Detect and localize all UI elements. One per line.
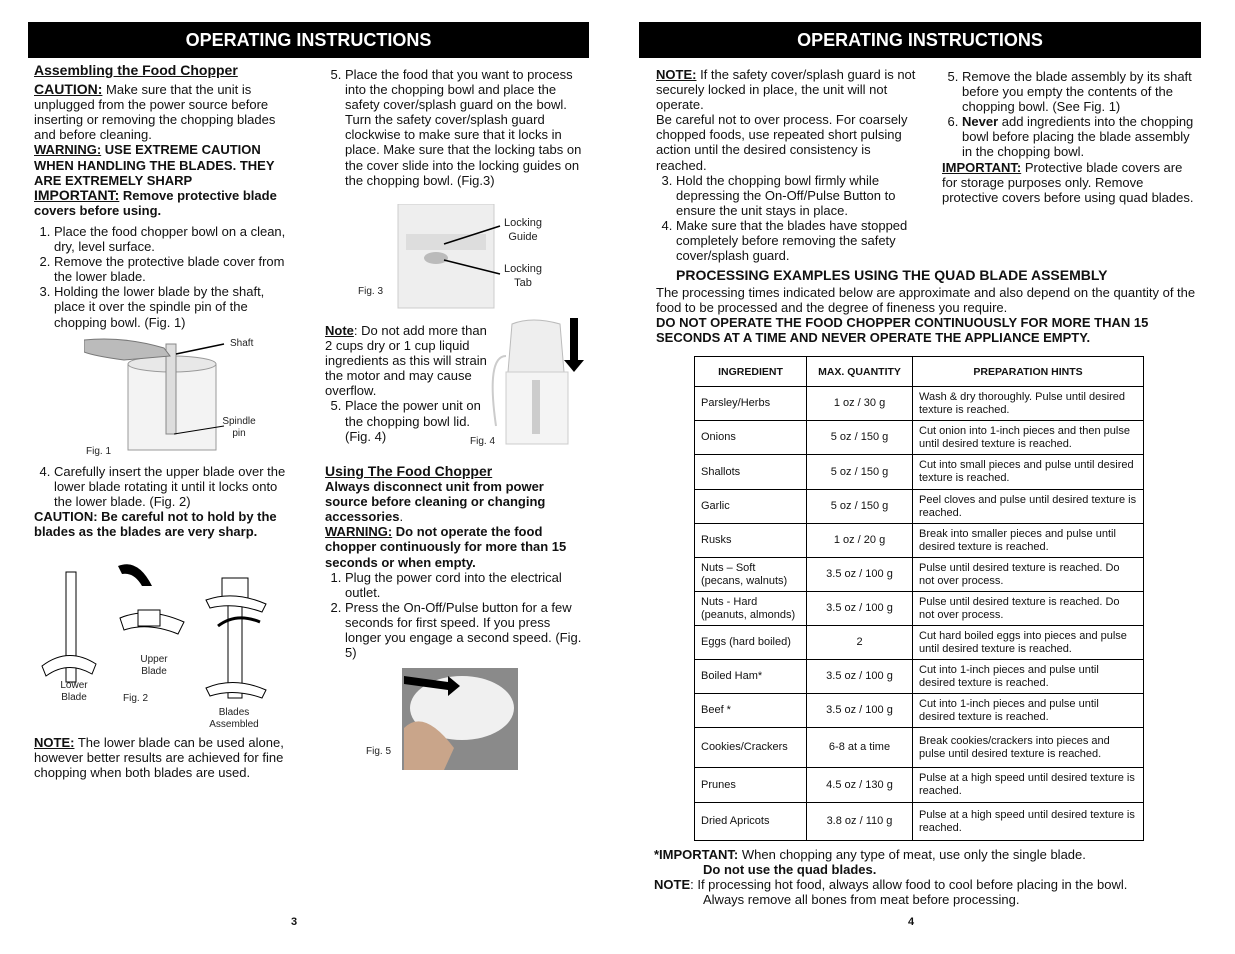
ingredient-cell: Parsley/Herbs — [695, 387, 807, 421]
lower-blade-label: Lower Blade — [60, 680, 88, 703]
hint-cell: Cut onion into 1-inch pieces and then pulse until desired texture is reached. — [913, 421, 1144, 455]
table-row — [695, 660, 1144, 694]
processing-title: PROCESSING EXAMPLES USING THE QUAD BLADE ASSEMBLY — [676, 267, 1108, 283]
quantity-cell: 6-8 at a time — [807, 728, 913, 768]
ingredient-cell: Nuts – Soft (pecans, walnuts) — [695, 558, 807, 592]
table-row — [695, 592, 1144, 626]
quantity-cell: 5 oz / 150 g — [807, 490, 913, 524]
ingredient-cell: Eggs (hard boiled) — [695, 626, 807, 660]
quantity-cell: 2 — [807, 626, 913, 660]
hint-cell: Pulse at a high speed until desired texture is reached. — [913, 768, 1144, 803]
locking-tab-label: Locking Tab — [504, 263, 542, 289]
ingredient-cell: Onions — [695, 421, 807, 455]
note-paragraph: Note: Do not add more than 2 cups dry or 1 cup liquid ingredients as this will strain the motor and may cause overflow. 5. Place the power unit on the chopping bowl lid. (Fig. 4) — [325, 323, 497, 444]
ingredient-cell: Cookies/Crackers — [695, 728, 807, 768]
hint-cell: Cut into 1-inch pieces and pulse until desired texture is reached. — [913, 694, 1144, 728]
figure-5 — [364, 668, 518, 770]
caution-paragraph: CAUTION: Be careful not to hold by the blades as the blades are very sharp. — [34, 509, 277, 540]
using-section: Using The Food Chopper Always disconnect unit from power source before cleaning or changing accessories. WARNING: Do not operate the food chopper continuously for more than 15 seconds or when empty. 1. Plug the power cord into the electrical outlet. 2. Press the On-Off/Pulse button for a few seconds for first speed. If you press longer you engage a second speed. (Fig. 5) — [325, 464, 587, 660]
list-item: 3. Holding the lower blade by the shaft, place it over the spindle pin of the chopping bowl. (Fig. 1) — [54, 284, 292, 329]
blades-illustration — [38, 556, 278, 732]
hint-cell: Peel cloves and pulse until desired texture is reached. — [913, 490, 1144, 524]
warning-paragraph: WARNING: Do not operate the food chopper continuously for more than 15 seconds or when empty. — [325, 524, 567, 570]
chopper-bowl-illustration — [84, 334, 274, 460]
page-header-right: OPERATING INSTRUCTIONS — [639, 22, 1201, 58]
using-steps — [325, 570, 587, 661]
quantity-cell: 3.5 oz / 100 g — [807, 592, 913, 626]
blades-assembled-label: Blades Assembled — [209, 707, 259, 730]
list-item: 6. Never add ingredients into the chopping bowl before placing the blade assembly in the chopping bowl. — [962, 114, 1200, 159]
assembly-steps — [34, 464, 292, 509]
ingredient-cell: Nuts - Hard (peanuts, almonds) — [695, 592, 807, 626]
spindle-pin-label: Spindle pin — [222, 416, 256, 439]
list-item: 2. Press the On-Off/Pulse button for a few seconds for first speed. If you press longer you engage a second speed. (Fig. 5) — [345, 600, 587, 660]
ingredient-cell: Boiled Ham* — [695, 660, 807, 694]
footer-notes: *IMPORTANT: When chopping any type of meat, use only the single blade. Do not use the quad blades. NOTE: If processing hot food, always allow food to cool before placing in the bowl. Always remove all bones from meat before processing. — [654, 847, 1128, 908]
power-unit-illustration — [466, 316, 590, 452]
list-item: 5. Remove the blade assembly by its shaft before you empty the contents of the chopping bowl. (See Fig. 1) — [962, 69, 1200, 114]
ingredient-cell: Garlic — [695, 490, 807, 524]
quantity-cell: 3.8 oz / 110 g — [807, 803, 913, 841]
warning-paragraph: WARNING: USE EXTREME CAUTION WHEN HANDLING THE BLADES. THEY ARE EXTREMELY SHARP — [34, 142, 275, 188]
assembly-steps — [34, 224, 292, 330]
assembly-step-5 — [325, 67, 587, 188]
quantity-cell: 3.5 oz / 100 g — [807, 660, 913, 694]
caution-paragraph: CAUTION: Make sure that the unit is unplugged from the power source before inserting or removing the chopping blades and before cleaning. — [34, 81, 276, 143]
list-item: 1. Place the food chopper bowl on a clean, dry, level surface. — [54, 224, 292, 254]
list-item: 1. Plug the power cord into the electrical outlet. — [345, 570, 587, 600]
table-row — [695, 455, 1144, 490]
hint-cell: Pulse until desired texture is reached. Do not over process. — [913, 558, 1144, 592]
figure-2 — [38, 556, 278, 732]
table-row — [695, 524, 1144, 558]
upper-blade-label: Upper Blade — [140, 654, 168, 677]
list-item: 5. Place the food that you want to process into the chopping bowl and place the safety cover/splash guard on the bowl. Turn the safety cover/splash guard clockwise to make sure that it locks in place. Make sure that the locking tabs on the cover slide into the locking guides on the chopping bowl. (Fig.3) — [345, 67, 587, 188]
figure-caption: Fig. 2 — [123, 693, 149, 704]
table-row — [695, 626, 1144, 660]
quantity-cell: 4.5 oz / 130 g — [807, 768, 913, 803]
table-row — [695, 768, 1144, 803]
table-row — [695, 490, 1144, 524]
quantity-cell: 3.5 oz / 100 g — [807, 694, 913, 728]
shaft-label: Shaft — [230, 338, 254, 349]
table-row — [695, 421, 1144, 455]
hint-cell: Pulse until desired texture is reached. Do not over process. — [913, 592, 1144, 626]
page-number: 4 — [908, 916, 915, 928]
assembly-column — [34, 63, 292, 330]
figure-caption: Fig. 3 — [358, 286, 384, 297]
ingredient-cell: Beef * — [695, 694, 807, 728]
table-row — [695, 558, 1144, 592]
important-paragraph: IMPORTANT: Remove protective blade covers before using. — [34, 186, 277, 218]
table-row — [695, 728, 1144, 768]
section-title: Assembling the Food Chopper — [34, 62, 238, 78]
ingredient-cell: Dried Apricots — [695, 803, 807, 841]
list-item: 4. Make sure that the blades have stopped completely before removing the safety cover/splash guard. — [676, 218, 916, 263]
operating-notes: NOTE: If the safety cover/splash guard is not securely locked in place, the unit will not operate. Be careful not to over process. For coarsely chopped foods, use repeated short pulsing action until the desired consistency is reached. 3. Hold the chopping bowl firmly while depressing the On-Off/Pulse Button to ensure the unit stays in place. 4. Make sure that the blades have stopped completely before removing the safety cover/splash guard. — [656, 67, 916, 263]
hint-cell: Break into smaller pieces and pulse until desired texture is reached. — [913, 524, 1144, 558]
table-row — [695, 694, 1144, 728]
list-item: 3. Hold the chopping bowl firmly while depressing the On-Off/Pulse Button to ensure the unit stays in place. — [676, 173, 916, 218]
figure-caption: Fig. 1 — [86, 446, 112, 457]
ingredient-cell: Rusks — [695, 524, 807, 558]
ingredient-cell: Shallots — [695, 455, 807, 490]
list-item: 4. Carefully insert the upper blade over the lower blade rotating it until it locks onto the lower blade. (Fig. 2) — [54, 464, 292, 509]
hint-cell: Cut into small pieces and pulse until desired texture is reached. — [913, 455, 1144, 490]
hint-cell: Wash & dry thoroughly. Pulse until desired texture is reached. — [913, 387, 1144, 421]
quantity-cell: 5 oz / 150 g — [807, 421, 913, 455]
assembly-column-continued — [34, 464, 292, 539]
quantity-cell: 1 oz / 30 g — [807, 387, 913, 421]
page-number: 3 — [291, 916, 298, 928]
figure-1 — [84, 334, 274, 460]
processing-table — [694, 356, 1144, 841]
quantity-cell: 1 oz / 20 g — [807, 524, 913, 558]
processing-section: PROCESSING EXAMPLES USING THE QUAD BLADE ASSEMBLY The processing times indicated below are approximate and also depend on the quantity of the food to be processed and the degree of fineness you require. DO NOT OPERATE THE FOOD CHOPPER CONTINUOUSLY FOR MORE THAN 15 SECONDS AT A TIME AND NEVER OPERATE THE APPLIANCE EMPTY. — [656, 267, 1196, 346]
ingredient-cell: Prunes — [695, 768, 807, 803]
list-item: 2. Remove the protective blade cover from the lower blade. — [54, 254, 292, 284]
figure-caption: Fig. 5 — [366, 746, 392, 757]
section-title: Using The Food Chopper — [325, 463, 493, 479]
figure-caption: Fig. 4 — [470, 436, 496, 447]
figure-4 — [466, 316, 590, 452]
quantity-cell: 3.5 oz / 100 g — [807, 558, 913, 592]
locking-guide-label: Locking Guide — [504, 217, 542, 243]
quantity-cell: 5 oz / 150 g — [807, 455, 913, 490]
hint-cell: Break cookies/crackers into pieces and pulse until desired texture is reached. — [913, 728, 1144, 768]
figure-3 — [356, 204, 556, 310]
hint-cell: Cut hard boiled eggs into pieces and pulse until desired texture is reached. — [913, 626, 1144, 660]
hint-cell: Pulse at a high speed until desired texture is reached. — [913, 803, 1144, 841]
hint-cell: Cut into 1-inch pieces and pulse until desired texture is reached. — [913, 660, 1144, 694]
operating-notes-continued: 5. Remove the blade assembly by its shaft before you empty the contents of the chopping bowl. (See Fig. 1) 6. Never add ingredients into the chopping bowl before placing the blade assembly in the chopping bowl. IMPORTANT: Protective blade covers are for storage purposes only. Remove protective covers before using quad blades. — [942, 69, 1200, 205]
note-paragraph: NOTE: The lower blade can be used alone, however better results are achieved for fine chopping when both blades are used. — [34, 735, 284, 781]
table-header-row: INGREDIENT MAX. QUANTITY PREPARATION HINTS — [695, 357, 1144, 387]
table-row — [695, 803, 1144, 841]
list-item: 5. Place the power unit on the chopping bowl lid. (Fig. 4) — [345, 398, 497, 443]
page-header-left: OPERATING INSTRUCTIONS — [28, 22, 589, 58]
table-row — [695, 387, 1144, 421]
